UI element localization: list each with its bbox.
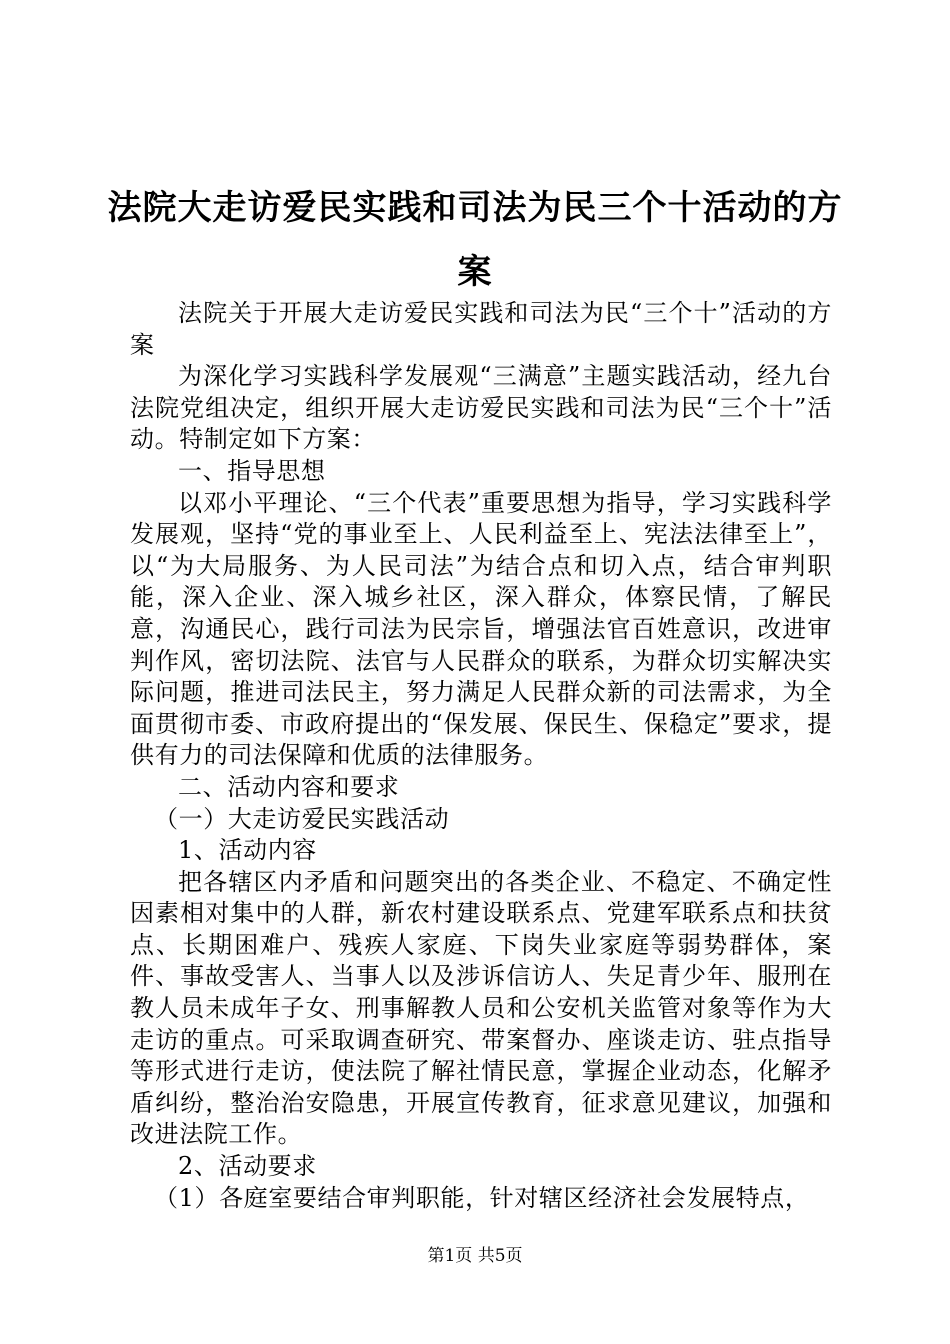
item-heading-activity-requirements: 2、活动要求 (178, 1152, 317, 1181)
paragraph-intro: 为深化学习实践科学发展观“三满意”主题实践活动，经九台法院党组决定，组织开展大走访爱民实践和司法为民“三个十”活动。特制定如下方案： (130, 362, 832, 454)
paragraph-activity-content: 把各辖区内矛盾和问题突出的各类企业、不稳定、不确定性因素相对集中的人群，新农村建设联系点、党建军联系点和扶贫点、长期困难户、残疾人家庭、下岗失业家庭等弱势群体，案件、事故受害人、当事人以及涉诉信访人、失足青少年、服刑在教人员未成年子女、刑事解教人员和公安机关监管对象等作为大走访的重点。可采取调查研究、带案督办、座谈走访、驻点指导等形式进行走访，使法院了解社情民意，掌握企业动态，化解矛盾纠纷，整治治安隐患，开展宣传教育，征求意见建议，加强和改进法院工作。 (130, 867, 832, 1149)
document-title: 法院大走访爱民实践和司法为民三个十活动的方案 (107, 188, 843, 292)
paragraph-heading-line: 法院关于开展大走访爱民实践和司法为民“三个十”活动的方案 (130, 299, 832, 359)
section-heading-guiding-ideology: 一、指导思想 (178, 456, 326, 485)
item-heading-activity-content: 1、活动内容 (178, 836, 317, 865)
paragraph-requirement-1: （1）各庭室要结合审判职能，针对辖区经济社会发展特点， (154, 1183, 810, 1212)
section-heading-content-requirements: 二、活动内容和要求 (178, 772, 400, 801)
paragraph-guiding-ideology: 以邓小平理论、“三个代表”重要思想为指导，学习实践科学发展观，坚持“党的事业至上、人民利益至上、宪法法律至上”，以“为大局服务、为人民司法”为结合点和切入点，结合审判职能，深入企业、深入城乡社区，深入群众，体察民情，了解民意，沟通民心，践行司法为民宗旨，增强法官百姓意识，改进审判作风，密切法院、法官与人民群众的联系，为群众切实解决实际问题，推进司法民主，努力满足人民群众新的司法需求，为全面贯彻市委、市政府提出的“保发展、保民生、保稳定”要求，提供有力的司法保障和优质的法律服务。 (130, 488, 832, 770)
page-number-footer: 第1页 共5页 (427, 1246, 523, 1266)
subsection-heading-visits: （一）大走访爱民实践活动 (154, 804, 450, 833)
document-body (130, 298, 832, 1214)
